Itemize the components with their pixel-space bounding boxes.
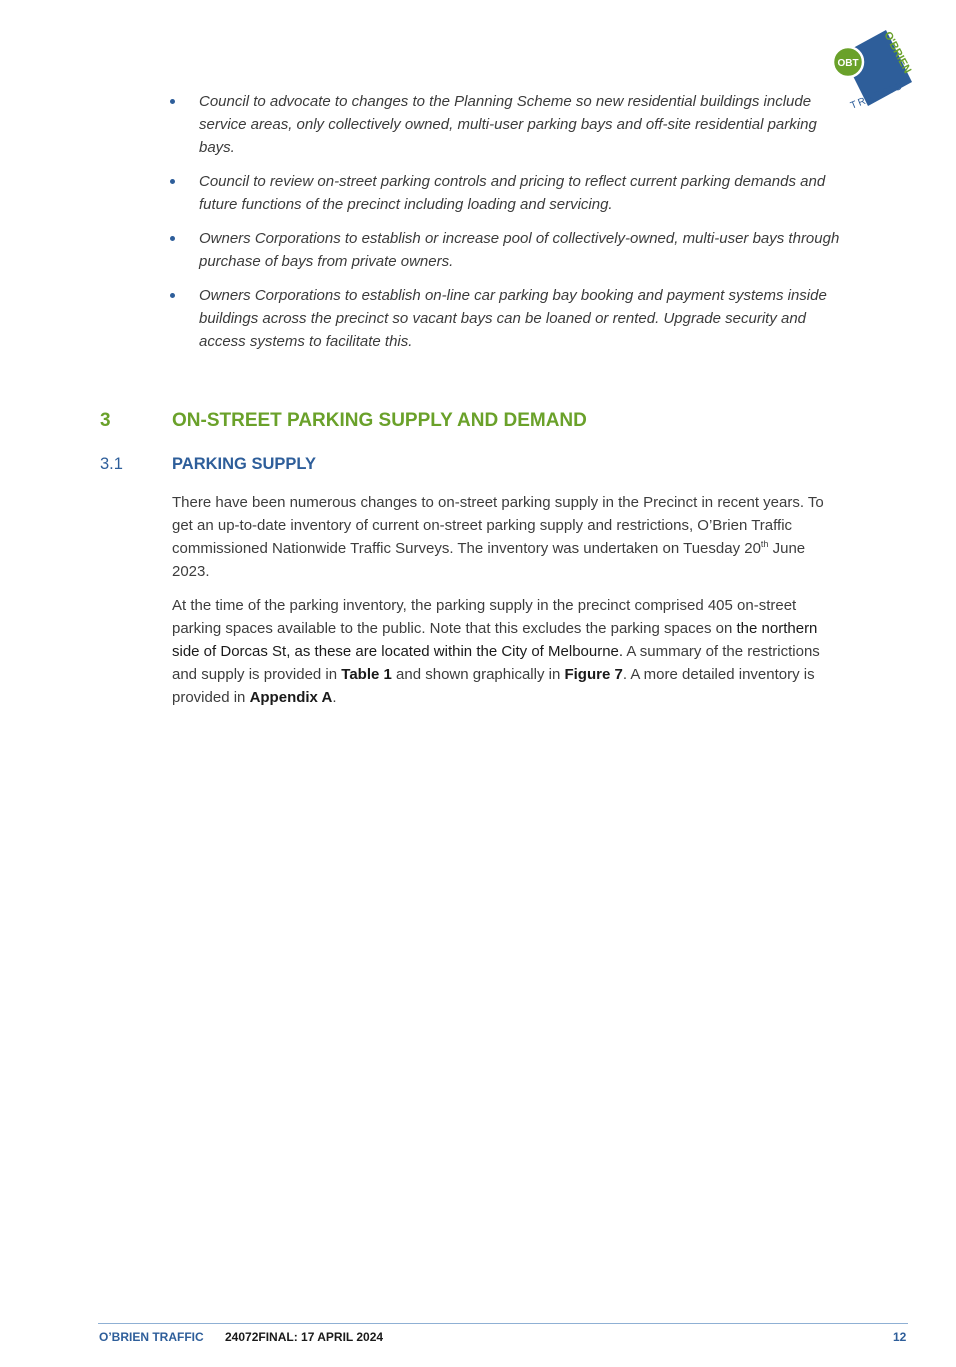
paragraph-inventory	[172, 491, 834, 583]
list-item: Council to advocate to changes to the Planning Scheme so new residential buildings include service areas, only collectively owned, multi-user parking bays and off-site residential parking bays.	[168, 90, 848, 159]
list-item: Council to review on-street parking controls and pricing to reflect current parking demands and future functions of the precinct including loading and servicing.	[168, 170, 848, 216]
footer-document-ref: 24072FINAL: 17 APRIL 2024	[225, 1330, 384, 1344]
subsection-title: PARKING SUPPLY	[172, 455, 316, 473]
section-heading	[100, 410, 587, 432]
para2-text: . A more detailed inventory is provided in	[172, 666, 815, 706]
para2-text: A summary of the restrictions and supply is provided in	[172, 643, 820, 683]
logo-tagline: TRAFFIC	[849, 80, 906, 112]
para1-text: There have been numerous changes to on-street parking supply in the Precinct in recent years. To get an up-to-date inventory of current on-street parking supply and restrictions, O’Brien Traffic commissioned Nationwide Traffic Surveys. The inventory was undertaken on Tuesday 20	[172, 494, 824, 557]
subsection-heading	[100, 455, 316, 474]
figure-reference: Figure 7	[564, 666, 623, 683]
para2-text: .	[332, 689, 337, 706]
footer-divider	[98, 1323, 908, 1324]
page-number: 12	[893, 1330, 907, 1344]
logo-arc-text: O'BRIEN	[881, 29, 914, 76]
footer-brand: O’BRIEN TRAFFIC	[99, 1330, 204, 1344]
list-item: Owners Corporations to establish on-line car parking bay booking and payment systems inside buildings across the precinct so vacant bays can be loaned or rented. Upgrade security and access systems to facilitate this.	[168, 284, 848, 353]
list-item: Owners Corporations to establish or increase pool of collectively-owned, multi-user bays through purchase of bays from private owners.	[168, 227, 848, 273]
para2-dorcas-note: the northern side of Dorcas St, as these are located within the City of Melbourne.	[172, 620, 818, 660]
appendix-reference: Appendix A	[249, 689, 333, 706]
para2-text: and shown graphically in	[391, 666, 565, 683]
section-number: 3	[100, 410, 111, 431]
paragraph-supply	[172, 594, 834, 709]
section-title: ON-STREET PARKING SUPPLY AND DEMAND	[172, 410, 587, 431]
para1-text-end: June 2023.	[172, 540, 806, 580]
recommendation-list	[168, 90, 848, 364]
subsection-number: 3.1	[100, 455, 123, 473]
date-ordinal: th	[760, 539, 769, 549]
para2-text: At the time of the parking inventory, the parking supply in the precinct comprised 405 on-street parking spaces available to the public. Note that this excludes the parking spaces on	[172, 597, 797, 637]
table-reference: Table 1	[341, 666, 392, 683]
logo-badge-text: OBT	[837, 58, 859, 69]
